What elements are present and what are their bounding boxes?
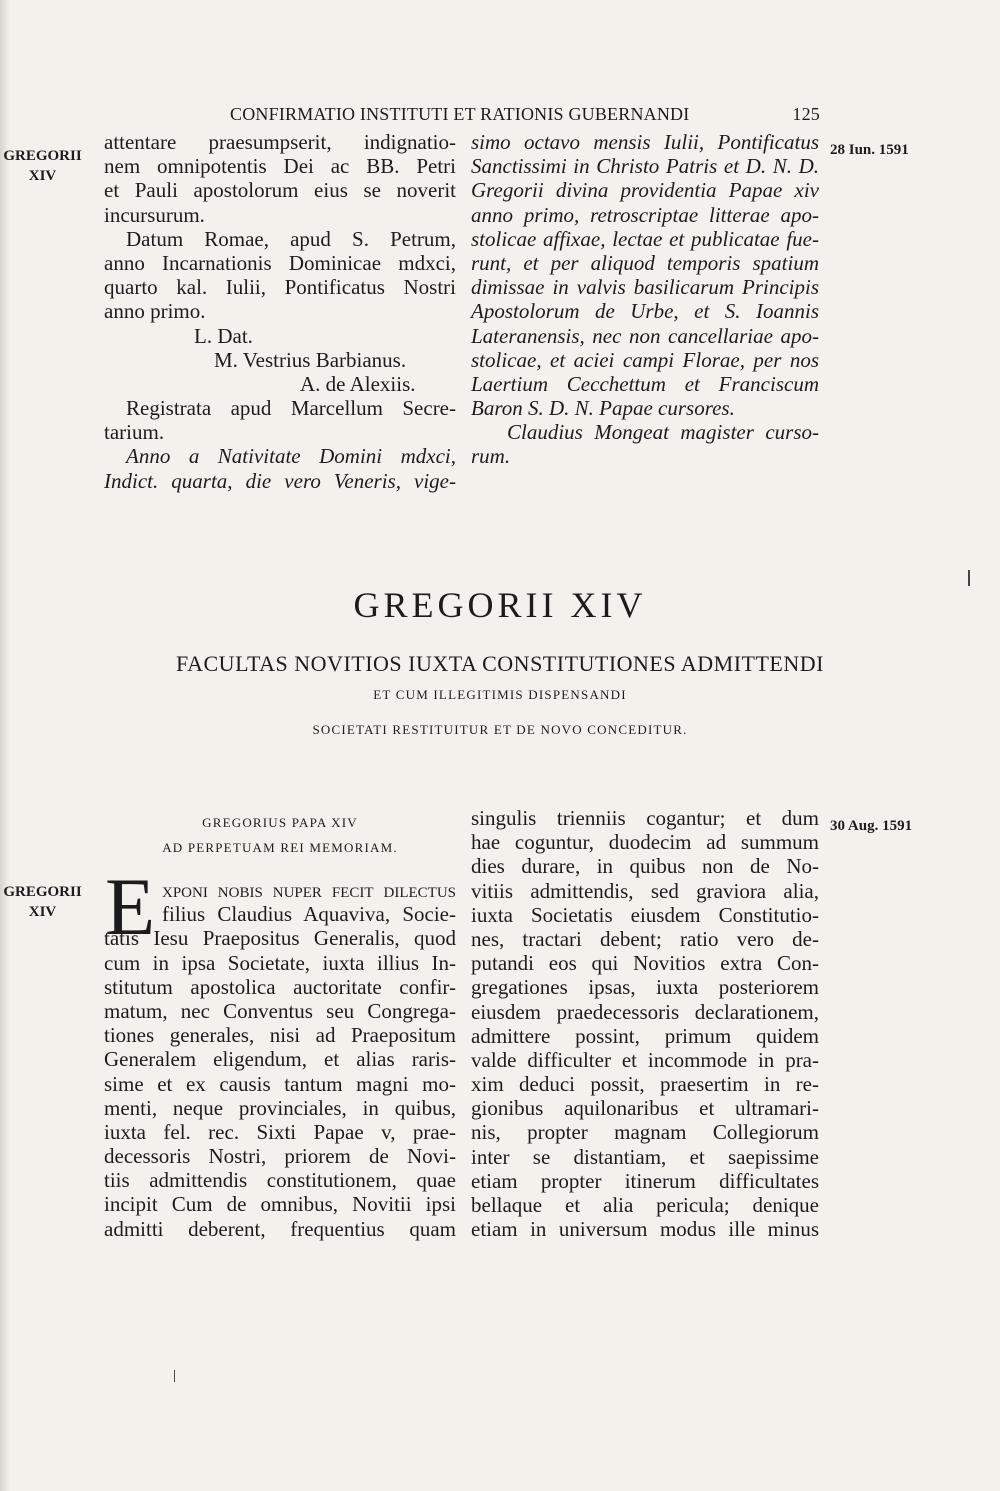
text-line: eiusdem praedecessoris declarationem, <box>471 999 819 1024</box>
text-line: hae coguntur, duodecim ad summum <box>471 830 819 855</box>
page-number: 125 <box>792 104 820 124</box>
text-line: Laertium Cecchettum et Franciscum <box>471 371 819 396</box>
margin-note-line: GREGORII <box>3 884 82 900</box>
document-subtitle-line2: ET CUM ILLEGITIMIS DISPENSANDI <box>373 687 627 702</box>
text-line: iuxta Societatis eiusdem Constitutio- <box>471 902 819 927</box>
text-line: Baron S. D. N. Papae cursores. <box>471 396 735 421</box>
text-line: L. Dat. <box>194 323 253 348</box>
text-line: Generalem eligendum, et alias raris- <box>104 1047 456 1072</box>
text-line: tatis Iesu Praepositus Generalis, quod <box>104 926 456 951</box>
text-line: gregationes ipsas, iuxta posteriorem <box>471 975 819 1000</box>
text-line: menti, neque provinciales, in quibus, <box>104 1095 456 1120</box>
margin-date-bottom: 30 Aug. 1591 <box>830 818 913 834</box>
text-line: attentare praesumpserit, indignatio- <box>104 130 456 154</box>
margin-note-line: XIV <box>28 168 57 184</box>
text-line: Sanctissimi in Christo Patris et D. N. D. <box>471 154 819 179</box>
scan-mark <box>174 1370 175 1382</box>
text-line: Datum Romae, apud S. Petrum, <box>126 226 456 251</box>
page-gutter-shadow <box>0 0 10 1491</box>
text-line: nem omnipotentis Dei ac BB. Petri <box>104 154 456 179</box>
text-line: tarium. <box>104 420 165 445</box>
text-line: Gregorii divina providentia Papae xiv <box>471 178 819 203</box>
upper-right-column <box>471 130 819 469</box>
greeting-line: AD PERPETUAM REI MEMORIAM. <box>162 840 398 855</box>
lower-left-column <box>104 878 456 1241</box>
text-line: runt, et per aliquod temporis spatium <box>471 250 819 275</box>
text-line: Apostolorum de Urbe, et S. Ioannis <box>471 299 819 324</box>
text-line: quarto kal. Iulii, Pontificatus Nostri <box>104 275 456 300</box>
document-subtitle-line3: SOCIETATI RESTITUITUR ET DE NOVO CONCEDITUR. <box>312 722 688 737</box>
text-line: filius Claudius Aquaviva, Socie- <box>162 902 456 927</box>
text-line <box>104 878 456 902</box>
text-line: inter se distantiam, et saepissime <box>471 1144 819 1169</box>
text-line: etiam propter itinerum difficultates <box>471 1168 819 1193</box>
text-line: rum. <box>471 444 511 469</box>
upper-left-column <box>104 130 456 493</box>
text-line: Lateranensis, nec non cancellariae apo- <box>471 323 819 348</box>
text-line: tiis admittendis constitutionem, quae <box>104 1168 456 1193</box>
text-line: anno Incarnationis Dominicae mdxci, <box>104 250 456 275</box>
text-line: matum, nec Conventus seu Congrega- <box>104 998 456 1023</box>
text-line: simo octavo mensis Iulii, Pontificatus <box>471 130 819 154</box>
text-line: putandi eos qui Novitios extra Con- <box>471 951 819 976</box>
running-head-title: CONFIRMATIO INSTITUTI ET RATIONIS GUBERNANDI <box>230 104 690 124</box>
text-line: M. Vestrius Barbianus. <box>214 347 407 372</box>
text-line: tiones generales, nisi ad Praepositum <box>104 1023 456 1048</box>
margin-note-left-top <box>0 146 85 186</box>
text-line: A. de Alexiis. <box>300 371 416 396</box>
text-line: admitti deberent, frequentius quam <box>104 1216 456 1241</box>
text-line: etiam in universum modus ille minus <box>471 1217 819 1242</box>
text-line: incipit Cum de omnibus, Novitii ipsi <box>104 1192 456 1217</box>
document-subtitle: FACULTAS NOVITIOS IUXTA CONSTITUTIONES ADMITTENDI <box>176 651 824 676</box>
text-line: gionibus aquilonaribus et ultramari- <box>471 1096 819 1121</box>
text-line: Indict. quarta, die vero Veneris, vige- <box>104 468 456 493</box>
document-title: GREGORII XIV <box>353 585 647 625</box>
margin-note-line: GREGORII <box>3 148 82 164</box>
text-line: dimissae in valvis basilicarum Principis <box>471 275 819 300</box>
text-line: stolicae, et aciei campi Florae, per nos <box>471 347 819 372</box>
text-line: et Pauli apostolorum eius se noverit <box>104 178 456 203</box>
text-line: incursurum. <box>104 202 205 227</box>
text-span: xponi nobis nuper fecit dilectus <box>162 878 456 902</box>
text-line: admittere possint, primum quidem <box>471 1023 819 1048</box>
text-line: stitutum apostolica auctoritate confir- <box>104 974 456 999</box>
text-line: singulis trienniis cogantur; et dum <box>471 806 819 830</box>
text-line: valde difficulter et incommode in pra- <box>471 1047 819 1072</box>
drop-cap: E <box>104 861 156 952</box>
margin-note-line: XIV <box>28 904 57 920</box>
text-line: anno primo, retroscriptae litterae apo- <box>471 202 819 227</box>
text-line: Claudius Mongeat magister curso- <box>507 420 819 445</box>
greeting-line: GREGORIUS PAPA XIV <box>202 815 358 830</box>
text-line: nes, tractari debent; ratio vero de- <box>471 926 819 951</box>
text-line: dies durare, in quibus non de No- <box>471 854 819 879</box>
margin-date-top: 28 Iun. 1591 <box>830 142 909 158</box>
margin-note-left-bottom <box>0 882 85 922</box>
text-line: decessoris Nostri, priorem de Novi- <box>104 1144 456 1169</box>
text-line: Registrata apud Marcellum Secre- <box>126 396 456 421</box>
scan-mark <box>968 570 970 586</box>
text-line: bellaque et alia pericula; denique <box>471 1193 819 1217</box>
text-line: Anno a Nativitate Domini mdxci, <box>126 444 456 469</box>
text-line: vitiis admittendis, sed graviora alia, <box>471 878 819 903</box>
text-line: cum in ipsa Societate, iuxta illius In- <box>104 950 456 975</box>
text-line: nis, propter magnam Collegiorum <box>471 1120 819 1145</box>
text-line: iuxta fel. rec. Sixti Papae v, prae- <box>104 1119 456 1144</box>
text-line: stolicae affixae, lectae et publicatae fue- <box>471 226 819 251</box>
text-line: anno primo. <box>104 299 206 324</box>
lower-right-column <box>471 806 819 1241</box>
text-line: sime et ex causis tantum magni mo- <box>104 1071 456 1096</box>
text-line: xim deduci possit, praesertim in re- <box>471 1072 819 1097</box>
